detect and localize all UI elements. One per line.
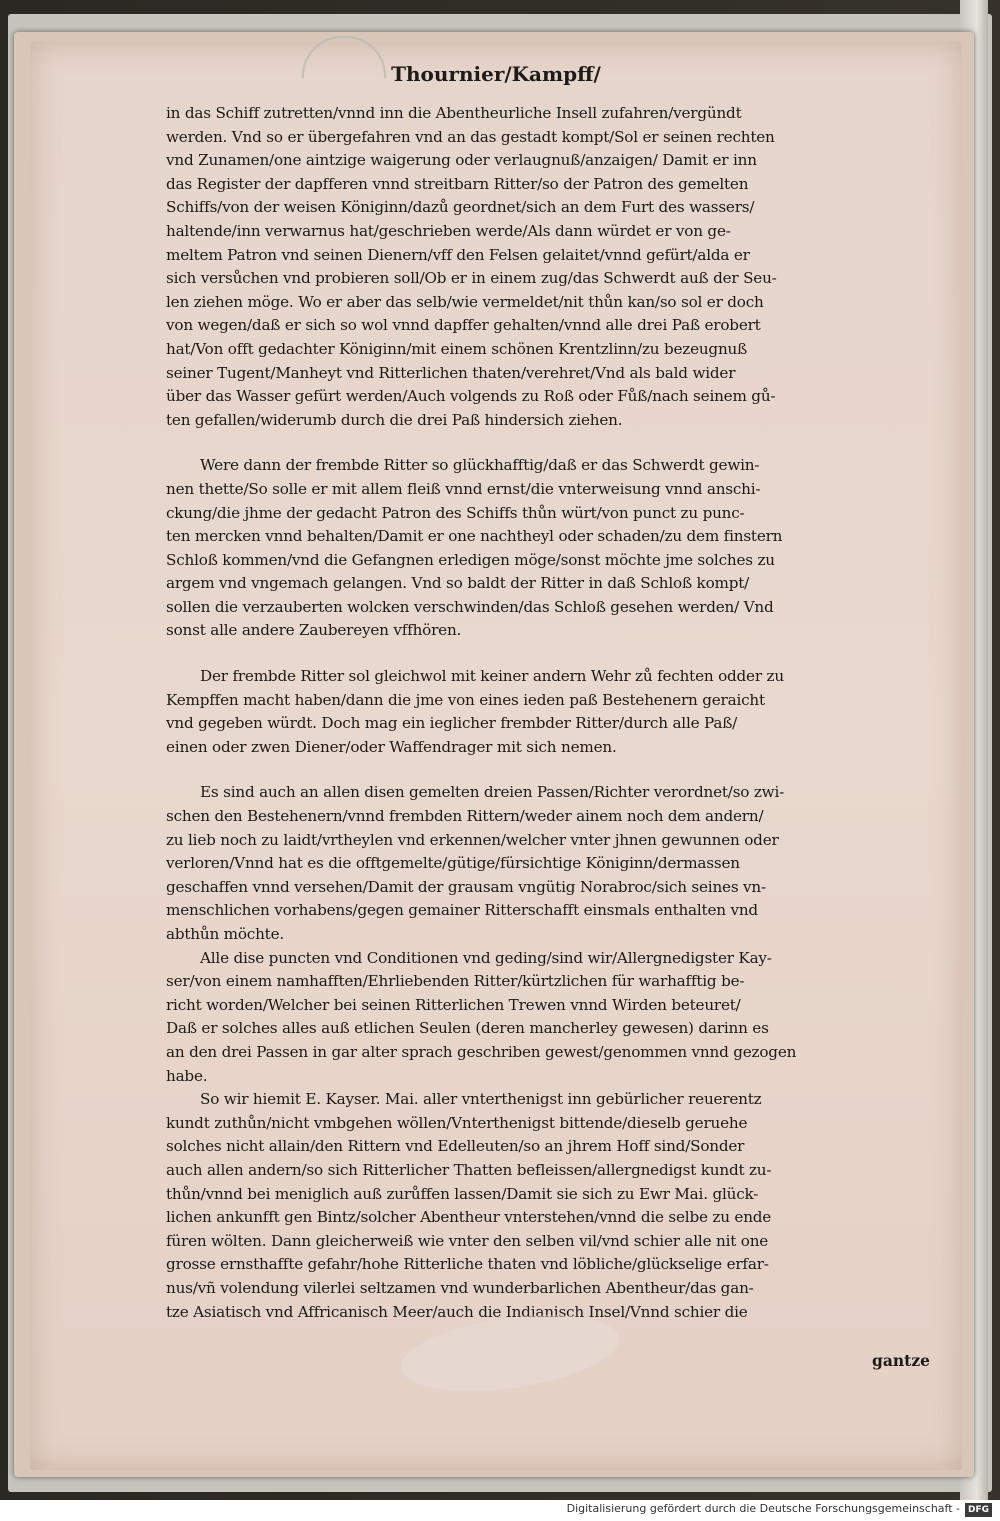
text-line: Schloß kommen/vnd die Gefangnen erledigen möge/sonst möchte jme solches zu — [166, 550, 775, 569]
text-line: hat/Von offt gedachter Königinn/mit einem schönen Krentzlinn/zu bezeugnuß — [166, 339, 748, 358]
paragraph-1 — [166, 102, 936, 432]
document-page — [30, 42, 962, 1470]
paragraph-2 — [166, 454, 936, 643]
text-line: vnd Zunamen/one aintzige waigerung oder verlaugnuß/anzaigen/ Damit er inn — [166, 151, 757, 170]
text-line: geschaffen vnnd versehen/Damit der grausam vngütig Norabroc/sich seines vn- — [166, 877, 766, 896]
text-line: ser/von einem namhafften/Ehrliebenden Ritter/kürtzlichen für warhafftig be- — [166, 972, 745, 991]
text-line: abthůn möchte. — [166, 925, 285, 943]
text-line: verloren/Vnnd hat es die offtgemelte/gütige/fürsichtige Königinn/dermassen — [166, 854, 740, 873]
text-line: von wegen/daß er sich so wol vnnd dapffer gehalten/vnnd alle drei Paß erobert — [166, 316, 761, 335]
text-line: seiner Tugent/Manheyt vnd Ritterlichen thaten/verehret/Vnd als bald wider — [166, 363, 736, 382]
text-line: füren wölten. Dann gleicherweiß wie vnter den selben vil/vnd schier alle nit one — [166, 1231, 769, 1250]
text-line: Es sind auch an allen disen gemelten dreien Passen/Richter verordnet/so zwi- — [200, 783, 785, 802]
text-line: sonst alle andere Zaubereyen vffhören. — [166, 621, 462, 640]
text-line: Alle dise puncten vnd Conditionen vnd geding/sind wir/Allergnedigster Kay- — [200, 948, 772, 967]
running-head: Thournier/Kampff/ — [391, 62, 601, 86]
text-line: kundt zuthůn/nicht vmbgehen wöllen/Vnterthenigst bittende/dieselb geruehe — [166, 1113, 748, 1132]
text-line: Schiffs/von der weisen Königinn/dazů geordnet/sich an dem Furt des wassers/ — [166, 198, 755, 217]
text-line: in das Schiff zutretten/vnnd inn die Abentheurliche Insell zufahren/vergündt — [166, 104, 742, 122]
text-line: über das Wasser gefürt werden/Auch volgends zu Roß oder Fůß/nach seinem gů- — [166, 387, 776, 406]
text-line: haltende/inn verwarnus hat/geschrieben werde/Als dann würdet er von ge- — [166, 221, 731, 240]
text-line: menschlichen vorhabens/gegen gemainer Ritterschafft einsmals enthalten vnd — [166, 901, 758, 920]
text-line: zu lieb noch zu laidt/vrtheylen vnd erkennen/welcher vnter jhnen gewunnen oder — [166, 830, 779, 849]
text-block — [166, 102, 936, 1324]
text-line: Were dann der frembde Ritter so glückhafftig/daß er das Schwerdt gewin- — [200, 456, 760, 475]
paragraph-5 — [166, 947, 936, 1089]
text-line: tze Asiatisch vnd Affricanisch Meer/auch die Indianisch Insel/Vnnd schier die — [166, 1302, 748, 1321]
text-line: werden. Vnd so er übergefahren vnd an das gestadt kompt/Sol er seinen rechten — [166, 127, 775, 146]
text-line: Der frembde Ritter sol gleichwol mit keiner andern Wehr zů fechten odder zu — [200, 667, 784, 686]
text-line: schen den Bestehenern/vnnd frembden Rittern/weder ainem noch dem andern/ — [166, 807, 764, 826]
text-line: lichen ankunfft gen Bintz/solcher Abentheur vnterstehen/vnnd die selbe zu ende — [166, 1208, 772, 1227]
text-line: len ziehen möge. Wo er aber das selb/wie vermeldet/nit thůn kan/so sol er doch — [166, 292, 764, 311]
text-line: ten gefallen/widerumb durch die drei Paß hindersich ziehen. — [166, 410, 623, 429]
text-line: richt worden/Welcher bei seinen Ritterlichen Trewen vnnd Wirden beteuret/ — [166, 995, 741, 1014]
text-line: das Register der dapfferen vnnd streitbarn Ritter/so der Patron des gemelten — [166, 174, 749, 193]
paragraph-3 — [166, 665, 936, 759]
text-line: sich versůchen vnd probieren soll/Ob er in einem zug/das Schwerdt auß der Seu- — [166, 269, 777, 288]
text-line: Kempffen macht haben/dann die jme von eines ieden paß Bestehenern geraicht — [166, 690, 765, 709]
text-line: ckung/die jhme der gedacht Patron des Schiffs thůn würt/von punct zu punc- — [166, 503, 745, 522]
footer-credit: Digitalisierung gefördert durch die Deutsche Forschungsgemeinschaft - — [566, 1502, 960, 1515]
text-line: So wir hiemit E. Kayser. Mai. aller vnterthenigst inn gebürlicher reuerentz — [200, 1090, 762, 1109]
text-line: an den drei Passen in gar alter sprach geschriben gewest/genommen vnnd gezogen — [166, 1042, 797, 1061]
text-line: einen oder zwen Diener/oder Waffendrager mit sich nemen. — [166, 737, 617, 756]
text-line: ten mercken vnnd behalten/Damit er one nachtheyl oder schaden/zu dem finstern — [166, 527, 783, 546]
text-line: sollen die verzauberten wolcken verschwinden/das Schloß gesehen werden/ Vnd — [166, 597, 774, 616]
footer-bar — [0, 1500, 1000, 1521]
catchword: gantze — [872, 1351, 930, 1370]
text-line: nen thette/So solle er mit allem fleiß vnnd ernst/die vnterweisung vnnd anschi- — [166, 479, 761, 498]
text-line: thůn/vnnd bei meniglich auß zurůffen lassen/Damit sie sich zu Ewr Mai. glück- — [166, 1184, 759, 1203]
text-line: solches nicht allain/den Rittern vnd Edelleuten/so an jhrem Hoff sind/Sonder — [166, 1137, 745, 1156]
text-line: grosse ernsthaffte gefahr/hohe Ritterliche thaten vnd löbliche/glückselige erfar- — [166, 1255, 769, 1274]
text-line: Daß er solches alles auß etlichen Seulen (deren mancherley gewesen) darinn es — [166, 1019, 769, 1038]
text-line: meltem Patron vnd seinen Dienern/vff den Felsen gelaitet/vnnd gefürt/alda er — [166, 245, 750, 264]
text-line: auch allen andern/so sich Ritterlicher Thatten befleissen/allergnedigst kundt zu- — [166, 1160, 772, 1179]
text-line: vnd gegeben würdt. Doch mag ein ieglicher frembder Ritter/durch alle Paß/ — [166, 714, 738, 733]
text-line: habe. — [166, 1066, 208, 1085]
text-line: argem vnd vngemach gelangen. Vnd so baldt der Ritter in daß Schloß kompt/ — [166, 574, 750, 593]
paragraph-6 — [166, 1088, 936, 1324]
dfg-logo-icon: DFG — [965, 1503, 992, 1517]
paragraph-4 — [166, 781, 936, 946]
text-line: nus/vñ volendung vilerlei seltzamen vnd wunderbarlichen Abentheur/das gan- — [166, 1278, 754, 1297]
